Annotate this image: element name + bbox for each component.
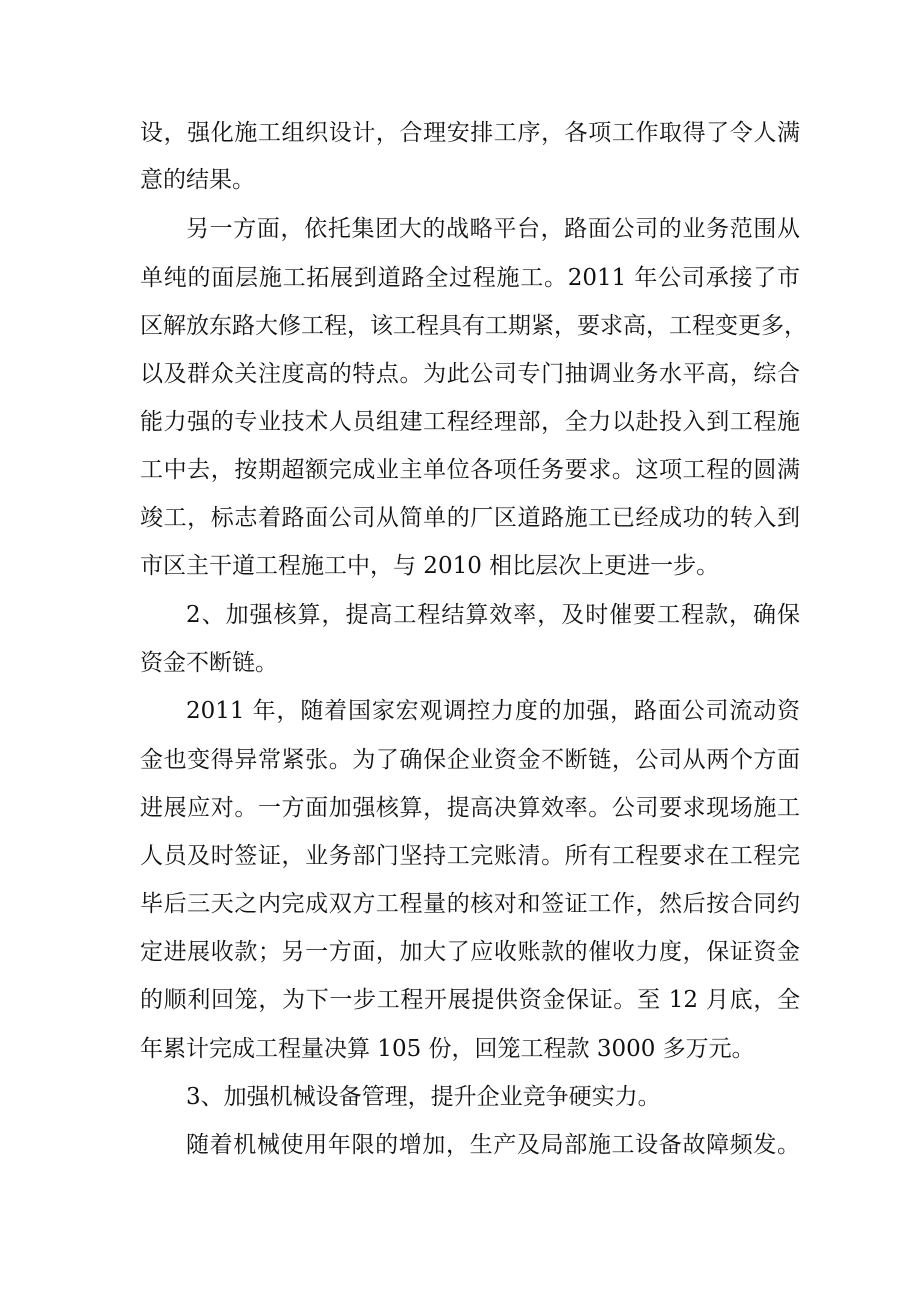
paragraph-first-line: 另一方面，依托集团大的战略平台，路面公司的业务范围从 [186, 216, 800, 242]
body-text-line: 竣工，标志着路面公司从简单的厂区道路施工已经成功的转入到 [140, 505, 800, 531]
section-heading-line: 资金不断链。 [140, 650, 278, 676]
body-text-line: 的顺利回笼，为下一步工程开展提供资金保证。至 12 月底，全 [140, 987, 800, 1013]
body-text-line: 以及群众关注度高的特点。为此公司专门抽调业务水平高，综合 [140, 361, 800, 387]
section-heading-line: 3、加强机械设备管理，提升企业竞争硬实力。 [186, 1084, 661, 1110]
body-text-line: 毕后三天之内完成双方工程量的核对和签证工作，然后按合同约 [140, 891, 800, 917]
body-text-line: 设，强化施工组织设计，合理安排工序，各项工作取得了令人满 [140, 120, 800, 146]
body-text-line: 能力强的专业技术人员组建工程经理部，全力以赴投入到工程施 [140, 409, 800, 435]
body-text-line: 年累计完成工程量决算 105 份，回笼工程款 3000 多万元。 [140, 1036, 755, 1062]
body-text-line: 意的结果。 [140, 167, 255, 193]
body-text-line: 人员及时签证，业务部门坚持工完账清。所有工程要求在工程完 [140, 843, 800, 869]
paragraph-first-line: 2011 年，随着国家宏观调控力度的加强，路面公司流动资 [186, 698, 800, 724]
body-text-line: 市区主干道工程施工中，与 2010 相比层次上更进一步。 [140, 553, 720, 579]
body-text-line: 区解放东路大修工程，该工程具有工期紧，要求高，工程变更多， [140, 313, 807, 339]
section-heading-line: 2、加强核算，提高工程结算效率，及时催要工程款，确保 [186, 602, 800, 628]
paragraph-first-line: 随着机械使用年限的增加，生产及局部施工设备故障频发。 [186, 1132, 800, 1158]
body-text-line: 单纯的面层施工拓展到道路全过程施工。2011 年公司承接了市 [140, 265, 800, 291]
body-text-line: 进展应对。一方面加强核算，提高决算效率。公司要求现场施工 [140, 795, 800, 821]
body-text-line: 金也变得异常紧张。为了确保企业资金不断链，公司从两个方面 [140, 747, 800, 773]
body-text-line: 定进展收款；另一方面，加大了应收账款的催收力度，保证资金 [140, 939, 800, 965]
body-text-line: 工中去，按期超额完成业主单位各项任务要求。这项工程的圆满 [140, 457, 800, 483]
